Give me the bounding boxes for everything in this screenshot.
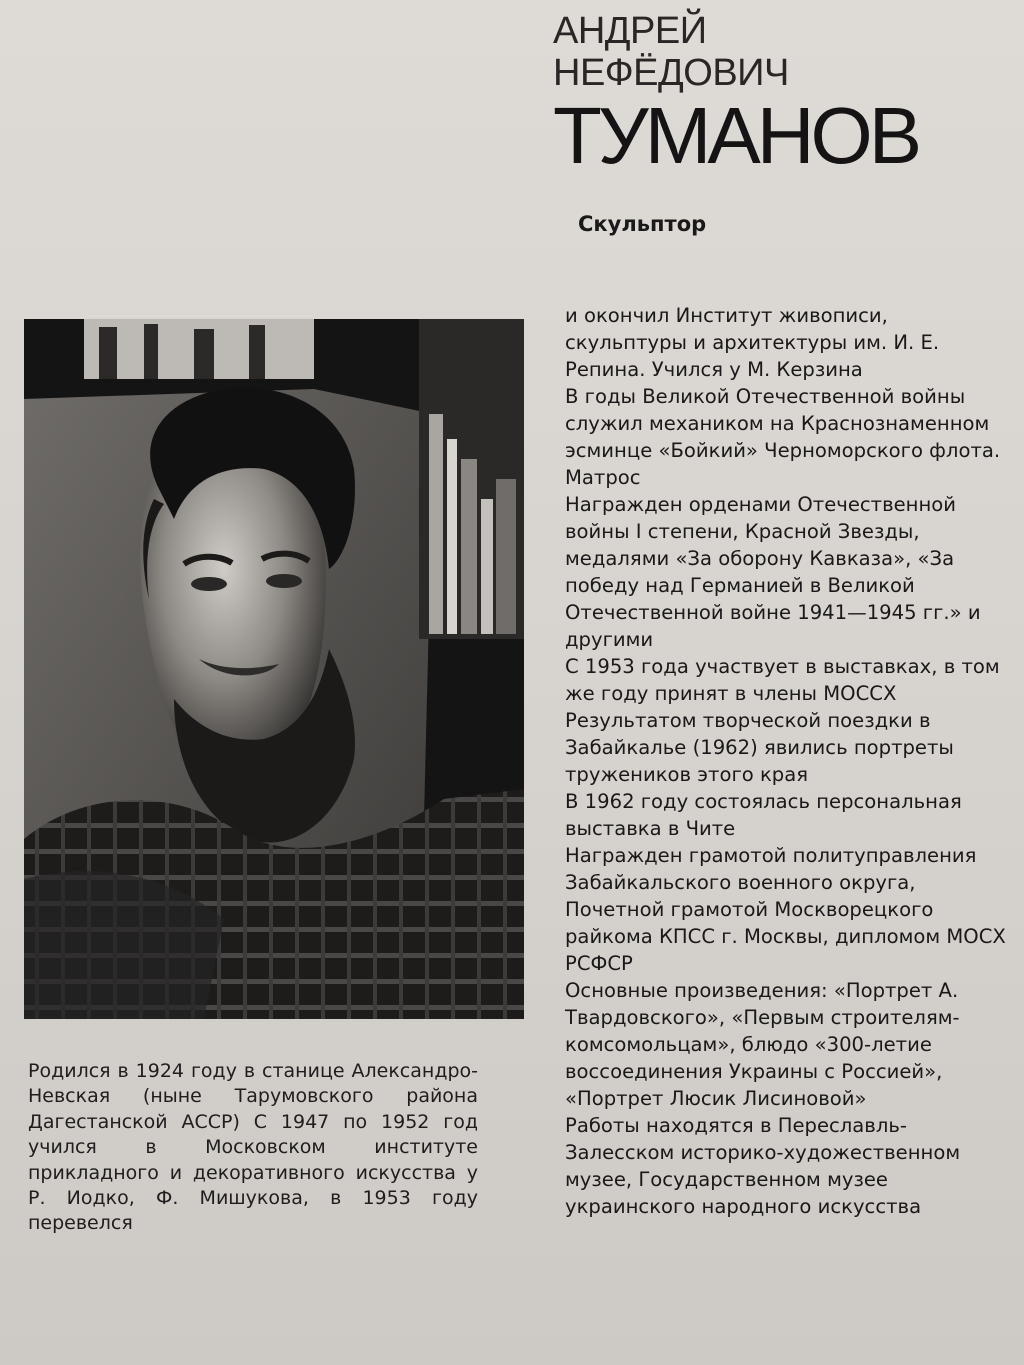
bio-paragraph: Работы находятся в Переславль-Залесском историко-художественном музее, Государственном музее украинского народного искусства xyxy=(565,1114,961,1218)
biography-right-column xyxy=(565,302,1007,1220)
bio-paragraph: В годы Великой Отечественной войны служил механиком на Краснознаменном эсминце «Бойкий» Черноморского флота. Матрос xyxy=(565,385,1001,489)
portrait-photo xyxy=(24,319,524,1019)
portrait-photo-icon xyxy=(24,319,524,1019)
artist-surname: ТУМАНОВ xyxy=(553,91,919,180)
bio-paragraph: Награжден грамотой политуправления Забайкальского военного округа, Почетной грамотой Москворецкого райкома КПСС г. Москвы, дипломом МОСХ РСФСР xyxy=(565,844,1006,975)
artist-first-name: АНДРЕЙ xyxy=(553,10,707,52)
bio-paragraph: Результатом творческой поездки в Забайкалье (1962) явились портреты тружеников этого края xyxy=(565,709,954,786)
bio-paragraph: Награжден орденами Отечественной войны I степени, Красной Звезды, медалями «За оборону Кавказа», «За победу над Германией в Великой Отечественной войне 1941—1945 гг.» и другими xyxy=(565,493,981,651)
bio-paragraph: С 1953 года участвует в выставках, в том же году принят в члены МОССХ xyxy=(565,655,1000,705)
bio-paragraph: Основные произведения: «Портрет А. Твардовского», «Первым строителям-комсомольцам», блюдо «300-летие воссоединения Украины с Россией», «Портрет Люсик Лисиновой» xyxy=(565,979,960,1110)
artist-name-block xyxy=(553,10,993,180)
bio-paragraph: В 1962 году состоялась персональная выставка в Чите xyxy=(565,790,962,840)
profession-label: Скульптор xyxy=(578,212,707,236)
artist-patronymic: НЕФЁДОВИЧ xyxy=(553,52,789,94)
bio-paragraph: и окончил Институт живописи, скульптуры и архитектуры им. И. Е. Репина. Учился у М. Керзина xyxy=(565,304,940,381)
biography-left-column: Родился в 1924 году в станице Александро-Невская (ныне Тарумовского района Дагестанской АССР) С 1947 по 1952 год учился в Московском институте прикладного и декоративного искусства у Р. Иодко, Ф. Мишукова, в 1953 году перевелся xyxy=(28,1060,478,1235)
